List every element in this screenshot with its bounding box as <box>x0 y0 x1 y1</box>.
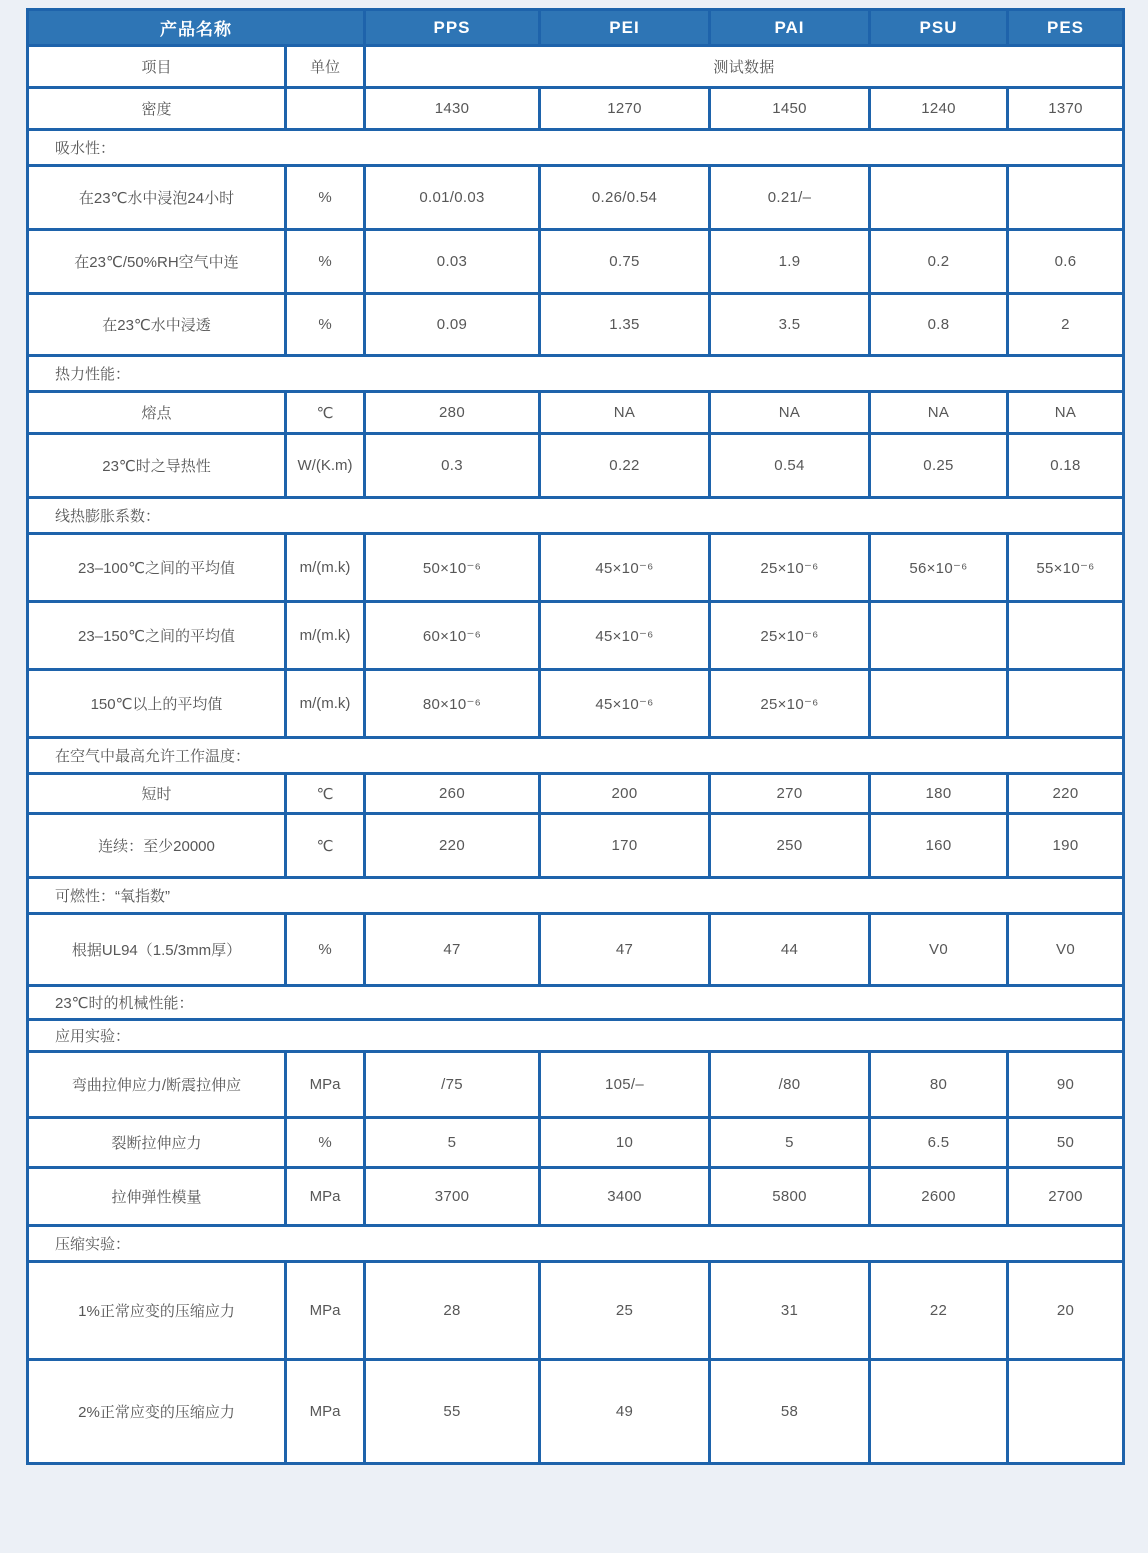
cell-pei: 105/– <box>540 1052 710 1118</box>
cell-pai: 25×10⁻⁶ <box>710 670 870 738</box>
col-header-pps: PPS <box>365 10 540 46</box>
cell-psu <box>870 602 1008 670</box>
cell-pei: 200 <box>540 774 710 814</box>
cell-psu: 22 <box>870 1262 1008 1360</box>
row-unit: m/(m.k) <box>286 602 365 670</box>
cell-pes: 2700 <box>1008 1168 1124 1226</box>
table-row <box>28 1168 1124 1226</box>
cell-pai: /80 <box>710 1052 870 1118</box>
cell-psu: 0.25 <box>870 434 1008 498</box>
cell-pes: 20 <box>1008 1262 1124 1360</box>
cell-pps: 55 <box>365 1360 540 1464</box>
cell-pei: 49 <box>540 1360 710 1464</box>
row-label: 裂断拉伸应力 <box>28 1118 286 1168</box>
cell-pei: 45×10⁻⁶ <box>540 602 710 670</box>
cell-pai: 5800 <box>710 1168 870 1226</box>
section-label: 23℃时的机械性能： <box>28 986 1124 1020</box>
table-row <box>28 434 1124 498</box>
row-label: 连续：至少20000 <box>28 814 286 878</box>
row-unit: % <box>286 294 365 356</box>
cell-pes: 0.6 <box>1008 230 1124 294</box>
row-unit <box>286 88 365 130</box>
cell-pai: 44 <box>710 914 870 986</box>
row-label: 根据UL94（1.5/3mm厚） <box>28 914 286 986</box>
section-row <box>28 130 1124 166</box>
cell-pes: 1370 <box>1008 88 1124 130</box>
cell-pps: 280 <box>365 392 540 434</box>
cell-psu: 160 <box>870 814 1008 878</box>
table-row <box>28 294 1124 356</box>
cell-psu: 1240 <box>870 88 1008 130</box>
cell-pai: NA <box>710 392 870 434</box>
section-row <box>28 738 1124 774</box>
cell-pes <box>1008 1360 1124 1464</box>
cell-pps: 1430 <box>365 88 540 130</box>
product-name-header: 产品名称 <box>28 10 365 46</box>
cell-psu <box>870 166 1008 230</box>
cell-pes: 190 <box>1008 814 1124 878</box>
row-unit: ℃ <box>286 774 365 814</box>
col-header-psu: PSU <box>870 10 1008 46</box>
row-unit: ℃ <box>286 814 365 878</box>
cell-pes: 90 <box>1008 1052 1124 1118</box>
row-unit: ℃ <box>286 392 365 434</box>
cell-pps: 260 <box>365 774 540 814</box>
table-row <box>28 670 1124 738</box>
cell-pes: NA <box>1008 392 1124 434</box>
cell-pes: 220 <box>1008 774 1124 814</box>
cell-pps: 0.09 <box>365 294 540 356</box>
table-row <box>28 230 1124 294</box>
cell-psu: V0 <box>870 914 1008 986</box>
table-row <box>28 392 1124 434</box>
cell-psu <box>870 1360 1008 1464</box>
col-header-pes: PES <box>1008 10 1124 46</box>
table-row <box>28 1118 1124 1168</box>
cell-pai: 25×10⁻⁶ <box>710 534 870 602</box>
table-row <box>28 534 1124 602</box>
cell-pes: 0.18 <box>1008 434 1124 498</box>
cell-pps: 0.01/0.03 <box>365 166 540 230</box>
cell-pei: 1270 <box>540 88 710 130</box>
section-row <box>28 986 1124 1020</box>
row-unit: % <box>286 1118 365 1168</box>
cell-psu: 2600 <box>870 1168 1008 1226</box>
cell-pei: 0.22 <box>540 434 710 498</box>
cell-pei: 1.35 <box>540 294 710 356</box>
cell-pai: 0.21/– <box>710 166 870 230</box>
row-unit: % <box>286 914 365 986</box>
cell-psu: 6.5 <box>870 1118 1008 1168</box>
cell-psu: 0.8 <box>870 294 1008 356</box>
row-label: 在23℃水中浸泡24小时 <box>28 166 286 230</box>
cell-pai: 31 <box>710 1262 870 1360</box>
cell-pei: 47 <box>540 914 710 986</box>
cell-pai: 3.5 <box>710 294 870 356</box>
cell-pps: 80×10⁻⁶ <box>365 670 540 738</box>
item-header: 项目 <box>28 46 286 88</box>
section-label: 压缩实验： <box>28 1226 1124 1262</box>
cell-pai: 25×10⁻⁶ <box>710 602 870 670</box>
cell-pes: 50 <box>1008 1118 1124 1168</box>
cell-pai: 5 <box>710 1118 870 1168</box>
cell-pps: 3700 <box>365 1168 540 1226</box>
section-label: 在空气中最高允许工作温度： <box>28 738 1124 774</box>
cell-pes <box>1008 602 1124 670</box>
section-label: 吸水性： <box>28 130 1124 166</box>
cell-pai: 250 <box>710 814 870 878</box>
row-unit: % <box>286 166 365 230</box>
cell-pps: 50×10⁻⁶ <box>365 534 540 602</box>
section-label: 应用实验： <box>28 1020 1124 1052</box>
cell-pps: 5 <box>365 1118 540 1168</box>
row-label: 熔点 <box>28 392 286 434</box>
cell-pps: 28 <box>365 1262 540 1360</box>
section-label: 线热膨胀系数： <box>28 498 1124 534</box>
cell-pes: 55×10⁻⁶ <box>1008 534 1124 602</box>
row-label: 23–150℃之间的平均值 <box>28 602 286 670</box>
cell-pps: 0.3 <box>365 434 540 498</box>
section-label: 可燃性：“氧指数” <box>28 878 1124 914</box>
col-header-pai: PAI <box>710 10 870 46</box>
cell-psu: NA <box>870 392 1008 434</box>
section-row <box>28 1226 1124 1262</box>
cell-psu: 80 <box>870 1052 1008 1118</box>
cell-pai: 270 <box>710 774 870 814</box>
row-label: 弯曲拉伸应力/断震拉伸应 <box>28 1052 286 1118</box>
section-row <box>28 878 1124 914</box>
row-label: 在23℃/50%RH空气中连 <box>28 230 286 294</box>
section-label: 热力性能： <box>28 356 1124 392</box>
unit-header: 单位 <box>286 46 365 88</box>
cell-pes: V0 <box>1008 914 1124 986</box>
cell-pai: 0.54 <box>710 434 870 498</box>
row-unit: m/(m.k) <box>286 534 365 602</box>
row-unit: % <box>286 230 365 294</box>
cell-pei: 3400 <box>540 1168 710 1226</box>
cell-pei: 45×10⁻⁶ <box>540 670 710 738</box>
section-row <box>28 498 1124 534</box>
cell-pes: 2 <box>1008 294 1124 356</box>
subheader-row <box>28 46 1124 88</box>
row-unit: MPa <box>286 1360 365 1464</box>
cell-pes <box>1008 670 1124 738</box>
row-unit: W/(K.m) <box>286 434 365 498</box>
cell-pps: /75 <box>365 1052 540 1118</box>
table-row <box>28 1360 1124 1464</box>
row-label: 在23℃水中浸透 <box>28 294 286 356</box>
row-label: 23℃时之导热性 <box>28 434 286 498</box>
cell-psu: 180 <box>870 774 1008 814</box>
cell-psu: 56×10⁻⁶ <box>870 534 1008 602</box>
row-unit: m/(m.k) <box>286 670 365 738</box>
test-data-header: 测试数据 <box>365 46 1124 88</box>
row-label: 23–100℃之间的平均值 <box>28 534 286 602</box>
cell-psu: 0.2 <box>870 230 1008 294</box>
cell-pps: 60×10⁻⁶ <box>365 602 540 670</box>
cell-pai: 1450 <box>710 88 870 130</box>
section-row <box>28 1020 1124 1052</box>
table-row <box>28 774 1124 814</box>
row-label: 1%正常应变的压缩应力 <box>28 1262 286 1360</box>
row-label: 短时 <box>28 774 286 814</box>
cell-pei: 10 <box>540 1118 710 1168</box>
cell-pei: 0.26/0.54 <box>540 166 710 230</box>
row-unit: MPa <box>286 1052 365 1118</box>
cell-pai: 58 <box>710 1360 870 1464</box>
cell-pei: 45×10⁻⁶ <box>540 534 710 602</box>
table-row <box>28 602 1124 670</box>
row-label: 拉伸弹性模量 <box>28 1168 286 1226</box>
cell-pei: 25 <box>540 1262 710 1360</box>
cell-pps: 220 <box>365 814 540 878</box>
row-label: 150℃以上的平均值 <box>28 670 286 738</box>
row-unit: MPa <box>286 1262 365 1360</box>
cell-pps: 0.03 <box>365 230 540 294</box>
row-label: 密度 <box>28 88 286 130</box>
cell-pps: 47 <box>365 914 540 986</box>
table-row <box>28 166 1124 230</box>
row-unit: MPa <box>286 1168 365 1226</box>
table-row <box>28 1052 1124 1118</box>
cell-pai: 1.9 <box>710 230 870 294</box>
table-row <box>28 88 1124 130</box>
cell-pei: 0.75 <box>540 230 710 294</box>
col-header-pei: PEI <box>540 10 710 46</box>
row-label: 2%正常应变的压缩应力 <box>28 1360 286 1464</box>
cell-pes <box>1008 166 1124 230</box>
table-row <box>28 814 1124 878</box>
spec-table <box>26 8 1125 1465</box>
section-row <box>28 356 1124 392</box>
cell-pei: 170 <box>540 814 710 878</box>
table-row <box>28 914 1124 986</box>
header-row <box>28 10 1124 46</box>
cell-psu <box>870 670 1008 738</box>
table-row <box>28 1262 1124 1360</box>
cell-pei: NA <box>540 392 710 434</box>
